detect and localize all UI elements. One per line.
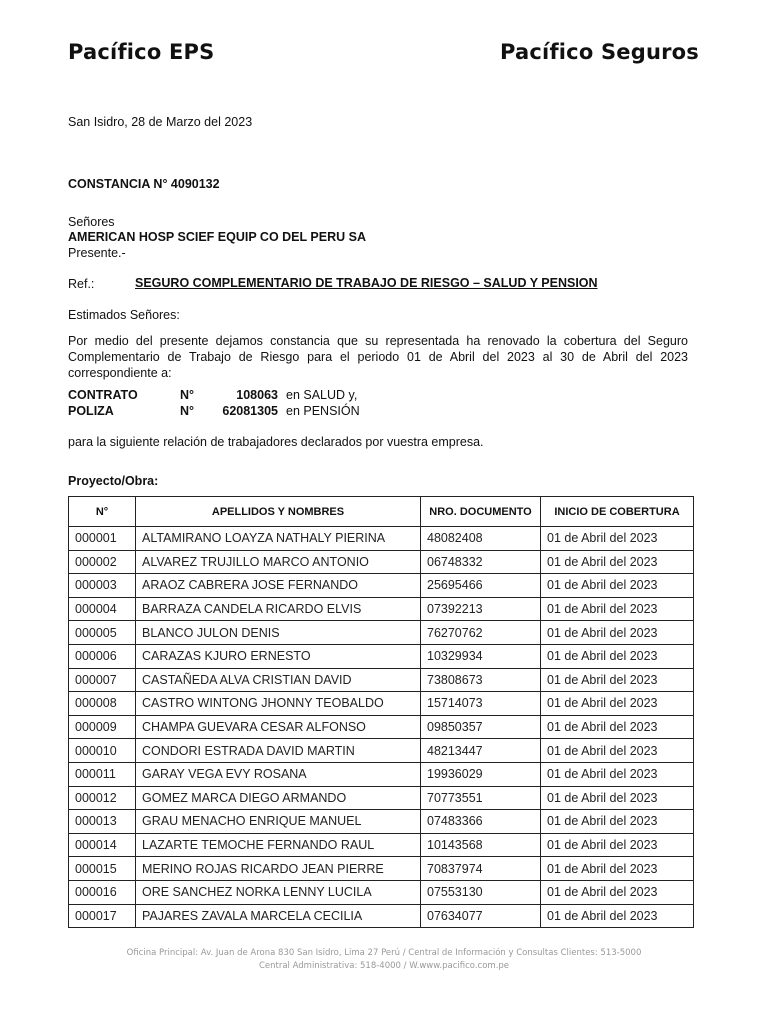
- row-coverage: 01 de Abril del 2023: [541, 574, 694, 598]
- project-label: Proyecto/Obra:: [68, 474, 159, 488]
- row-coverage: 01 de Abril del 2023: [541, 668, 694, 692]
- pacifico-eps-logo: Pacífico EPS: [68, 40, 215, 64]
- row-number: 000015: [69, 857, 136, 881]
- row-number: 000014: [69, 833, 136, 857]
- table-row: [69, 833, 694, 857]
- row-number: 000003: [69, 574, 136, 598]
- row-name: CARAZAS KJURO ERNESTO: [136, 644, 421, 668]
- footer-line-1: Oficina Principal: Av. Juan de Arona 830 San Isidro, Lima 27 Perú / Central de Información y Consultas Clientes: 513-5000: [126, 948, 642, 958]
- row-coverage: 01 de Abril del 2023: [541, 833, 694, 857]
- header-number: N°: [69, 497, 136, 527]
- row-name: BARRAZA CANDELA RICARDO ELVIS: [136, 597, 421, 621]
- row-name: ALVAREZ TRUJILLO MARCO ANTONIO: [136, 550, 421, 574]
- row-coverage: 01 de Abril del 2023: [541, 621, 694, 645]
- policy-n: N°: [180, 404, 195, 418]
- pacifico-seguros-logo: Pacífico Seguros: [500, 40, 699, 64]
- row-name: CONDORI ESTRADA DAVID MARTIN: [136, 739, 421, 763]
- row-document: 70773551: [421, 786, 541, 810]
- row-document: 48213447: [421, 739, 541, 763]
- row-number: 000008: [69, 692, 136, 716]
- table-row: [69, 857, 694, 881]
- policy-label: POLIZA: [68, 404, 114, 418]
- table-row: [69, 810, 694, 834]
- table-row: [69, 621, 694, 645]
- table-row: [69, 644, 694, 668]
- table-row: [69, 762, 694, 786]
- header-document: NRO. DOCUMENTO: [421, 497, 541, 527]
- row-name: ORE SANCHEZ NORKA LENNY LUCILA: [136, 880, 421, 904]
- row-coverage: 01 de Abril del 2023: [541, 527, 694, 551]
- contract-number: 108063: [236, 388, 278, 402]
- row-coverage: 01 de Abril del 2023: [541, 739, 694, 763]
- row-document: 73808673: [421, 668, 541, 692]
- table-row: [69, 786, 694, 810]
- contract-n: N°: [180, 388, 195, 402]
- table-row: [69, 904, 694, 928]
- row-number: 000004: [69, 597, 136, 621]
- contract-row: [68, 388, 428, 404]
- footer-line-2: Central Administrativa: 518-4000 / W.www.pacifico.com.pe: [258, 961, 510, 971]
- row-name: GOMEZ MARCA DIEGO ARMANDO: [136, 786, 421, 810]
- row-number: 000002: [69, 550, 136, 574]
- row-number: 000006: [69, 644, 136, 668]
- row-name: LAZARTE TEMOCHE FERNANDO RAUL: [136, 833, 421, 857]
- policy-number: 62081305: [222, 404, 278, 418]
- row-name: GARAY VEGA EVY ROSANA: [136, 762, 421, 786]
- row-document: 07553130: [421, 880, 541, 904]
- row-number: 000012: [69, 786, 136, 810]
- ref-label: Ref.:: [68, 277, 95, 291]
- table-row: [69, 692, 694, 716]
- row-coverage: 01 de Abril del 2023: [541, 904, 694, 928]
- row-document: 07392213: [421, 597, 541, 621]
- constancia-number: CONSTANCIA N° 4090132: [68, 177, 220, 191]
- relation-text: para la siguiente relación de trabajadores declarados por vuestra empresa.: [68, 435, 484, 449]
- contract-desc: en SALUD y,: [286, 388, 358, 402]
- row-number: 000010: [69, 739, 136, 763]
- row-document: 70837974: [421, 857, 541, 881]
- row-name: GRAU MENACHO ENRIQUE MANUEL: [136, 810, 421, 834]
- row-number: 000016: [69, 880, 136, 904]
- row-document: 10143568: [421, 833, 541, 857]
- row-name: PAJARES ZAVALA MARCELA CECILIA: [136, 904, 421, 928]
- header-name: APELLIDOS Y NOMBRES: [136, 497, 421, 527]
- row-document: 19936029: [421, 762, 541, 786]
- table-row: [69, 527, 694, 551]
- table-row: [69, 668, 694, 692]
- row-document: 48082408: [421, 527, 541, 551]
- header-coverage: INICIO DE COBERTURA: [541, 497, 694, 527]
- row-document: 25695466: [421, 574, 541, 598]
- row-number: 000009: [69, 715, 136, 739]
- table-row: [69, 715, 694, 739]
- workers-table: [68, 496, 694, 928]
- table-row: [69, 880, 694, 904]
- policy-row: [68, 404, 428, 420]
- row-name: CASTRO WINTONG JHONNY TEOBALDO: [136, 692, 421, 716]
- row-coverage: 01 de Abril del 2023: [541, 644, 694, 668]
- row-document: 15714073: [421, 692, 541, 716]
- row-coverage: 01 de Abril del 2023: [541, 810, 694, 834]
- row-name: BLANCO JULON DENIS: [136, 621, 421, 645]
- row-document: 06748332: [421, 550, 541, 574]
- row-name: CHAMPA GUEVARA CESAR ALFONSO: [136, 715, 421, 739]
- row-document: 76270762: [421, 621, 541, 645]
- presente: Presente.-: [68, 246, 126, 260]
- table-row: [69, 739, 694, 763]
- row-coverage: 01 de Abril del 2023: [541, 880, 694, 904]
- ref-title: SEGURO COMPLEMENTARIO DE TRABAJO DE RIESGO – SALUD Y PENSION: [135, 276, 598, 290]
- row-name: CASTAÑEDA ALVA CRISTIAN DAVID: [136, 668, 421, 692]
- table-row: [69, 550, 694, 574]
- row-document: 10329934: [421, 644, 541, 668]
- table-row: [69, 574, 694, 598]
- row-coverage: 01 de Abril del 2023: [541, 692, 694, 716]
- row-coverage: 01 de Abril del 2023: [541, 715, 694, 739]
- contract-label: CONTRATO: [68, 388, 138, 402]
- row-document: 07483366: [421, 810, 541, 834]
- salutation: Señores: [68, 215, 115, 229]
- row-name: ARAOZ CABRERA JOSE FERNANDO: [136, 574, 421, 598]
- row-number: 000007: [69, 668, 136, 692]
- date-line: San Isidro, 28 de Marzo del 2023: [68, 115, 253, 129]
- intro-paragraph: Por medio del presente dejamos constancia que su representada ha renovado la cobertura del Seguro Complementario de Trabajo de Riesgo para el periodo 01 de Abril del 2023 al 30 de Abril del 2023 correspondiente a:: [68, 334, 688, 380]
- greeting: Estimados Señores:: [68, 308, 180, 322]
- row-name: MERINO ROJAS RICARDO JEAN PIERRE: [136, 857, 421, 881]
- table-header-row: [69, 497, 694, 527]
- row-number: 000005: [69, 621, 136, 645]
- row-number: 000011: [69, 762, 136, 786]
- row-coverage: 01 de Abril del 2023: [541, 597, 694, 621]
- table-body: [69, 527, 694, 928]
- row-name: ALTAMIRANO LOAYZA NATHALY PIERINA: [136, 527, 421, 551]
- row-coverage: 01 de Abril del 2023: [541, 550, 694, 574]
- row-document: 09850357: [421, 715, 541, 739]
- row-number: 000001: [69, 527, 136, 551]
- row-number: 000013: [69, 810, 136, 834]
- row-coverage: 01 de Abril del 2023: [541, 762, 694, 786]
- row-document: 07634077: [421, 904, 541, 928]
- table-row: [69, 597, 694, 621]
- company-name: AMERICAN HOSP SCIEF EQUIP CO DEL PERU SA: [68, 230, 366, 244]
- row-coverage: 01 de Abril del 2023: [541, 786, 694, 810]
- policy-desc: en PENSIÓN: [286, 404, 360, 418]
- row-coverage: 01 de Abril del 2023: [541, 857, 694, 881]
- row-number: 000017: [69, 904, 136, 928]
